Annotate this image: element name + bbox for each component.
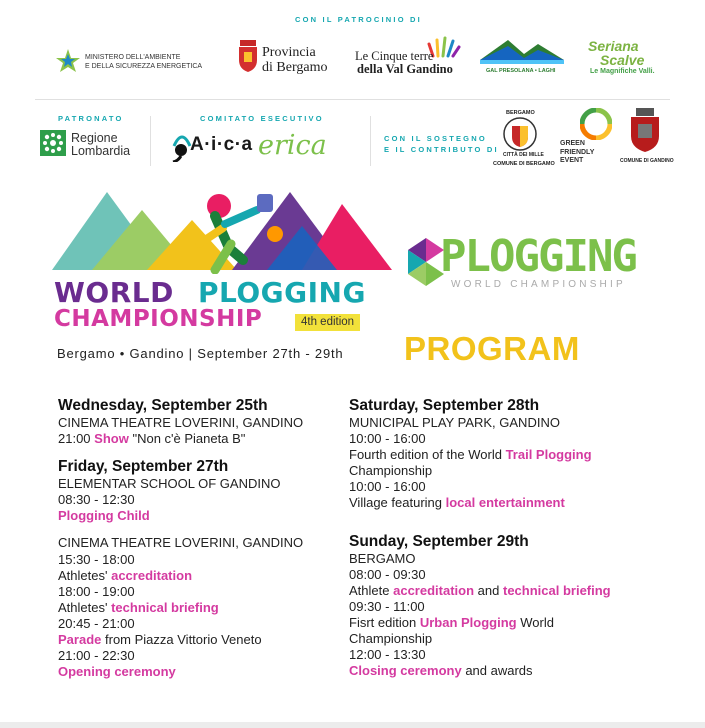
sun-event3: Closing ceremony and awards <box>349 663 533 679</box>
provincia-logo <box>238 40 338 78</box>
green-line3: EVENT <box>560 157 584 164</box>
row2-divider-1 <box>150 116 151 166</box>
fri-time1: 08:30 - 12:30 <box>58 492 135 508</box>
wed-event: 21:00 Show "Non c'è Pianeta B" <box>58 431 246 447</box>
comitato-label: COMITATO ESECUTIVO <box>200 114 324 123</box>
seriana-line3: Le Magnifiche Valli. <box>590 68 655 75</box>
title-championship: CHAMPIONSHIP <box>54 306 263 332</box>
green-line2: FRIENDLY <box>560 148 595 156</box>
plogging-brand: PLOGGING <box>440 231 636 282</box>
cinque-terre-logo <box>355 36 465 76</box>
sun-event2-cont: Championship <box>349 631 433 647</box>
sat-time2: 10:00 - 16:00 <box>349 479 426 495</box>
sat-event2: Village featuring local entertainment <box>349 495 565 511</box>
seriana-line2: Scalve <box>600 52 645 68</box>
sostegno-label <box>384 133 499 155</box>
sat-day: Saturday, September 28th <box>349 397 540 414</box>
sun-event2: Fisrt edition Urban Plogging World <box>349 614 554 630</box>
plogging-diamond-icon <box>408 238 444 288</box>
program-label: PROGRAM <box>404 330 580 367</box>
location-dates: Bergamo • Gandino | September 27th - 29th <box>57 346 344 361</box>
program-right <box>349 396 669 679</box>
fri-venue1: ELEMENTAR SCHOOL OF GANDINO <box>58 476 281 492</box>
crest-icon <box>238 40 258 72</box>
ministero-line1: MINISTERO DELL'AMBIENTE <box>85 54 181 61</box>
fri-day: Friday, September 27th <box>58 458 229 476</box>
sun-event1: Athlete accreditation and technical briefing <box>349 582 611 598</box>
bergamo-bottom: COMUNE DI BERGAMO <box>493 161 555 167</box>
regione-line1: Regione <box>71 131 118 145</box>
regione-line2: Lombardia <box>71 143 131 158</box>
sun-time1: 08:00 - 09:30 <box>349 566 426 582</box>
provincia-line1: Provincia <box>262 45 316 60</box>
fri-time4: 20:45 - 21:00 <box>58 615 135 631</box>
gandino-label: COMUNE DI GANDINO <box>620 158 674 164</box>
comune-gandino-logo <box>620 108 680 170</box>
row2-divider-2 <box>370 116 371 166</box>
fri-time3: 18:00 - 19:00 <box>58 583 135 599</box>
cinque-terre-line2: della Val Gandino <box>357 62 453 76</box>
fri-event1: Plogging Child <box>58 508 150 524</box>
green-friendly-logo <box>560 108 620 170</box>
program-left <box>58 396 338 680</box>
rosa-camuna-icon <box>40 130 66 156</box>
gal-text: GAL PRESOLANA • LAGHI <box>486 68 556 74</box>
fri-time5: 21:00 - 22:30 <box>58 648 135 664</box>
bottom-border <box>0 722 705 728</box>
regione-logo <box>40 130 140 160</box>
wed-day: Wednesday, September 25th <box>58 397 268 414</box>
ministero-logo <box>55 48 225 76</box>
aica-logo <box>170 126 253 164</box>
erica-text: erica <box>258 130 327 161</box>
mountain-icon <box>478 36 566 68</box>
bergamo-crest-icon <box>503 117 537 151</box>
bergamo-mid: CITTÀ DEI MILLE <box>503 152 544 158</box>
star-icon <box>55 48 81 74</box>
sun-time3: 12:00 - 13:30 <box>349 647 426 663</box>
bergamo-top: BERGAMO <box>506 110 535 116</box>
sat-time1: 10:00 - 16:00 <box>349 431 426 447</box>
plogging-brand-sub: WORLD CHAMPIONSHIP <box>451 279 626 290</box>
fri-event4: Parade from Piazza Vittorio Veneto <box>58 632 262 648</box>
sun-time2: 09:30 - 11:00 <box>349 598 425 614</box>
fri-event3: Athletes' technical briefing <box>58 599 219 615</box>
sostegno-line1: CON IL SOSTEGNO <box>384 134 487 143</box>
comune-bergamo-logo <box>493 110 555 170</box>
patronato-label: PATRONATO <box>58 114 124 123</box>
fri-event2: Athletes' accreditation <box>58 567 193 583</box>
patrocinio-label: CON IL PATROCINIO DI <box>295 15 422 24</box>
header-divider <box>35 99 670 100</box>
gal-logo <box>478 36 566 78</box>
green-ring-icon <box>580 108 612 140</box>
sun-venue: BERGAMO <box>349 550 416 566</box>
cinque-terre-line1: Le Cinque terre <box>355 49 434 63</box>
seriana-line1: Seriana <box>588 38 639 54</box>
aica-mark-icon <box>170 128 192 162</box>
seriana-logo <box>588 38 668 78</box>
fri-venue2: CINEMA THEATRE LOVERINI, GANDINO <box>58 535 304 551</box>
sat-venue: MUNICIPAL PLAY PARK, GANDINO <box>349 415 560 430</box>
title-world: WORLD <box>54 276 174 309</box>
gandino-crest-icon <box>628 108 662 152</box>
wed-venue: CINEMA THEATRE LOVERINI, GANDINO <box>58 415 304 430</box>
fri-time2: 15:30 - 18:00 <box>58 551 135 567</box>
sat-event1-cont: Championship <box>349 463 433 479</box>
fri-event5: Opening ceremony <box>58 664 176 680</box>
sun-day: Sunday, September 29th <box>349 532 529 550</box>
runner-figure <box>185 188 295 274</box>
title-plogging: PLOGGING <box>198 276 366 309</box>
aica-text: A·i·c·a <box>190 134 253 155</box>
sostegno-line2: E IL CONTRIBUTO DI <box>384 145 499 154</box>
provincia-line2: di Bergamo <box>262 60 328 75</box>
ministero-line2: E DELLA SICUREZZA ENERGETICA <box>85 63 203 70</box>
green-line1: GREEN <box>560 140 585 147</box>
edition-badge: 4th edition <box>295 314 360 331</box>
sat-event1: Fourth edition of the World Trail Plogging <box>349 447 592 463</box>
